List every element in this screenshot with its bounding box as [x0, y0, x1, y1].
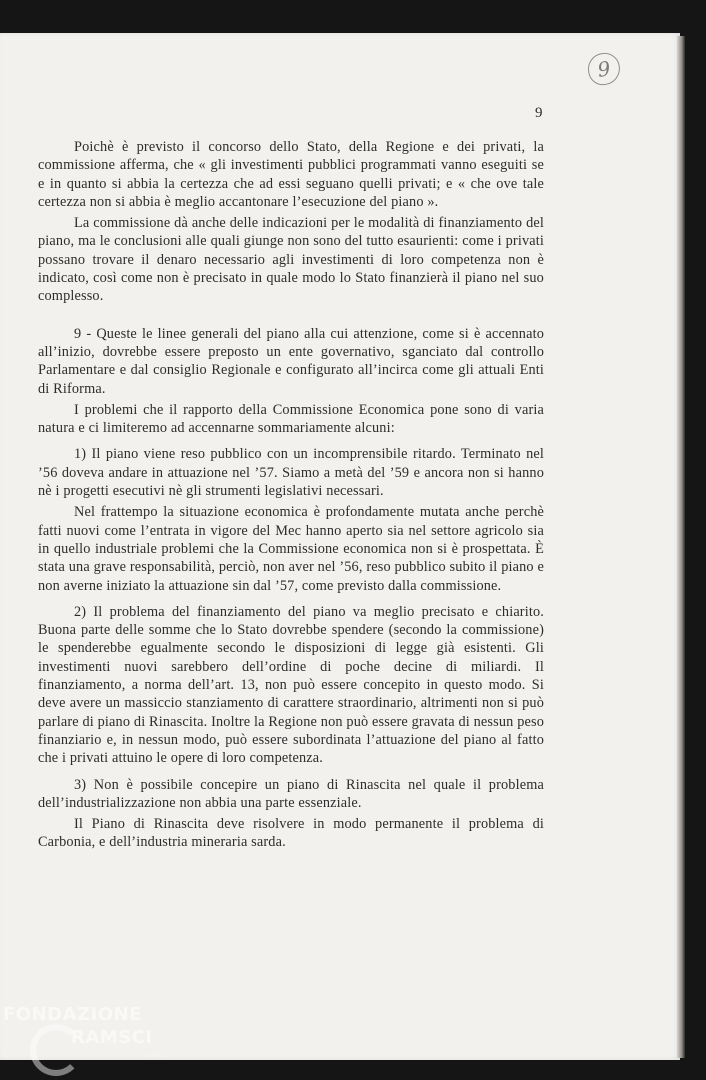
paragraph-problem-2: 2) Il problema del finanziamento del piano va meglio precisato e chiarito. Buona parte delle somme che lo Stato dovrebbe spendere (secondo la commissione) le spenderebbe egualmente secondo le disposizioni di legge già esistenti. Gli investimenti nuovi sarebbero dell’ordine di poche decine di miliardi. Il finanziamento, a norma dell’art. 13, non può essere concepito in questo modo. Si deve avere un massiccio stanziamento di carattere straordinario, altrimenti non si può parlare di piano di Rinascita. Inoltre la Regione non può essere gravata di nessun peso finanziario e, in nessun modo, può essere subordinata l’attuazione del piano al fatto che i privati attuino le opere di loro competenza. — [38, 603, 544, 767]
paragraph-problem-1: 1) Il piano viene reso pubblico con un incomprensibile ritardo. Terminato nel ’56 doveva andare in attuazione nel ’57. Siamo a metà del ’59 e ancora non si hanno nè i progetti esecutivi nè gli strumenti legislativi necessari. — [38, 446, 544, 500]
page-edge-shadow — [677, 36, 685, 1058]
fondazione-gramsci-watermark — [3, 1004, 193, 1070]
printed-page-number: 9 — [535, 105, 543, 121]
watermark-line-2: RAMSCI — [71, 1027, 153, 1048]
handwritten-page-number: 9 — [586, 51, 622, 87]
paragraph-problem-1-continued: Nel frattempo la situazione economica è profondamente mutata anche perchè fatti nuovi come l’entrata in vigore del Mec hanno aperto sia nel settore agricolo sia in quello industriale problemi che la Commissione economica non si è prospettata. È stata una grave responsabilità, perciò, non aver nel ’56, reso pubblico subito il piano e non averne iniziato la attuazione sin dal ’57, come previsto dalla commissione. — [38, 504, 544, 594]
paragraph-carbonia: Il Piano di Rinascita deve risolvere in modo permanente il problema di Carbonia, e dell’industria mineraria sarda. — [38, 816, 544, 851]
paragraph-problems-intro: I problemi che il rapporto della Commissione Economica pone sono di varia natura e ci limiteremo ad accennarne sommariamente alcuni: — [38, 401, 544, 437]
document-body — [38, 138, 544, 852]
paragraph-1: Poichè è previsto il concorso dello Stato, della Regione e dei privati, la commissione afferma, che « gli investimenti pubblici programmati vanno eseguiti se e in quanto si abbia la certezza che ad essi seguano quelli privati; e « che ove tale certezza non si abbia è meglio accantonare l’esecuzione del piano ». — [38, 139, 544, 210]
paragraph-2: La commissione dà anche delle indicazioni per le modalità di finanziamento del piano, ma le conclusioni alle quali giunge non sono del tutto esaurienti: come i privati possano trovare il denaro necessario agli investimenti di loro competenza non è indicato, così come non è precisato in quale modo lo Stato finanzierà il piano nel suo complesso. — [38, 215, 544, 305]
watermark-line-1: FONDAZIONE — [3, 1004, 142, 1025]
paragraph-problem-3: 3) Non è possibile concepire un piano di Rinascita nel quale il problema dell’industrializzazione non abbia una parte essenziale. — [38, 776, 544, 811]
watermark-small-text: onlus — [146, 1052, 165, 1060]
paragraph-section-9: 9 - Queste le linee generali del piano alla cui attenzione, come si è accennato all’inizio, dovrebbe essere preposto un ente governativo, sganciato dal controllo Parlamentare e dal consiglio Regionale e configurato all’incirca come gli attuali Enti di Riforma. — [38, 325, 544, 397]
